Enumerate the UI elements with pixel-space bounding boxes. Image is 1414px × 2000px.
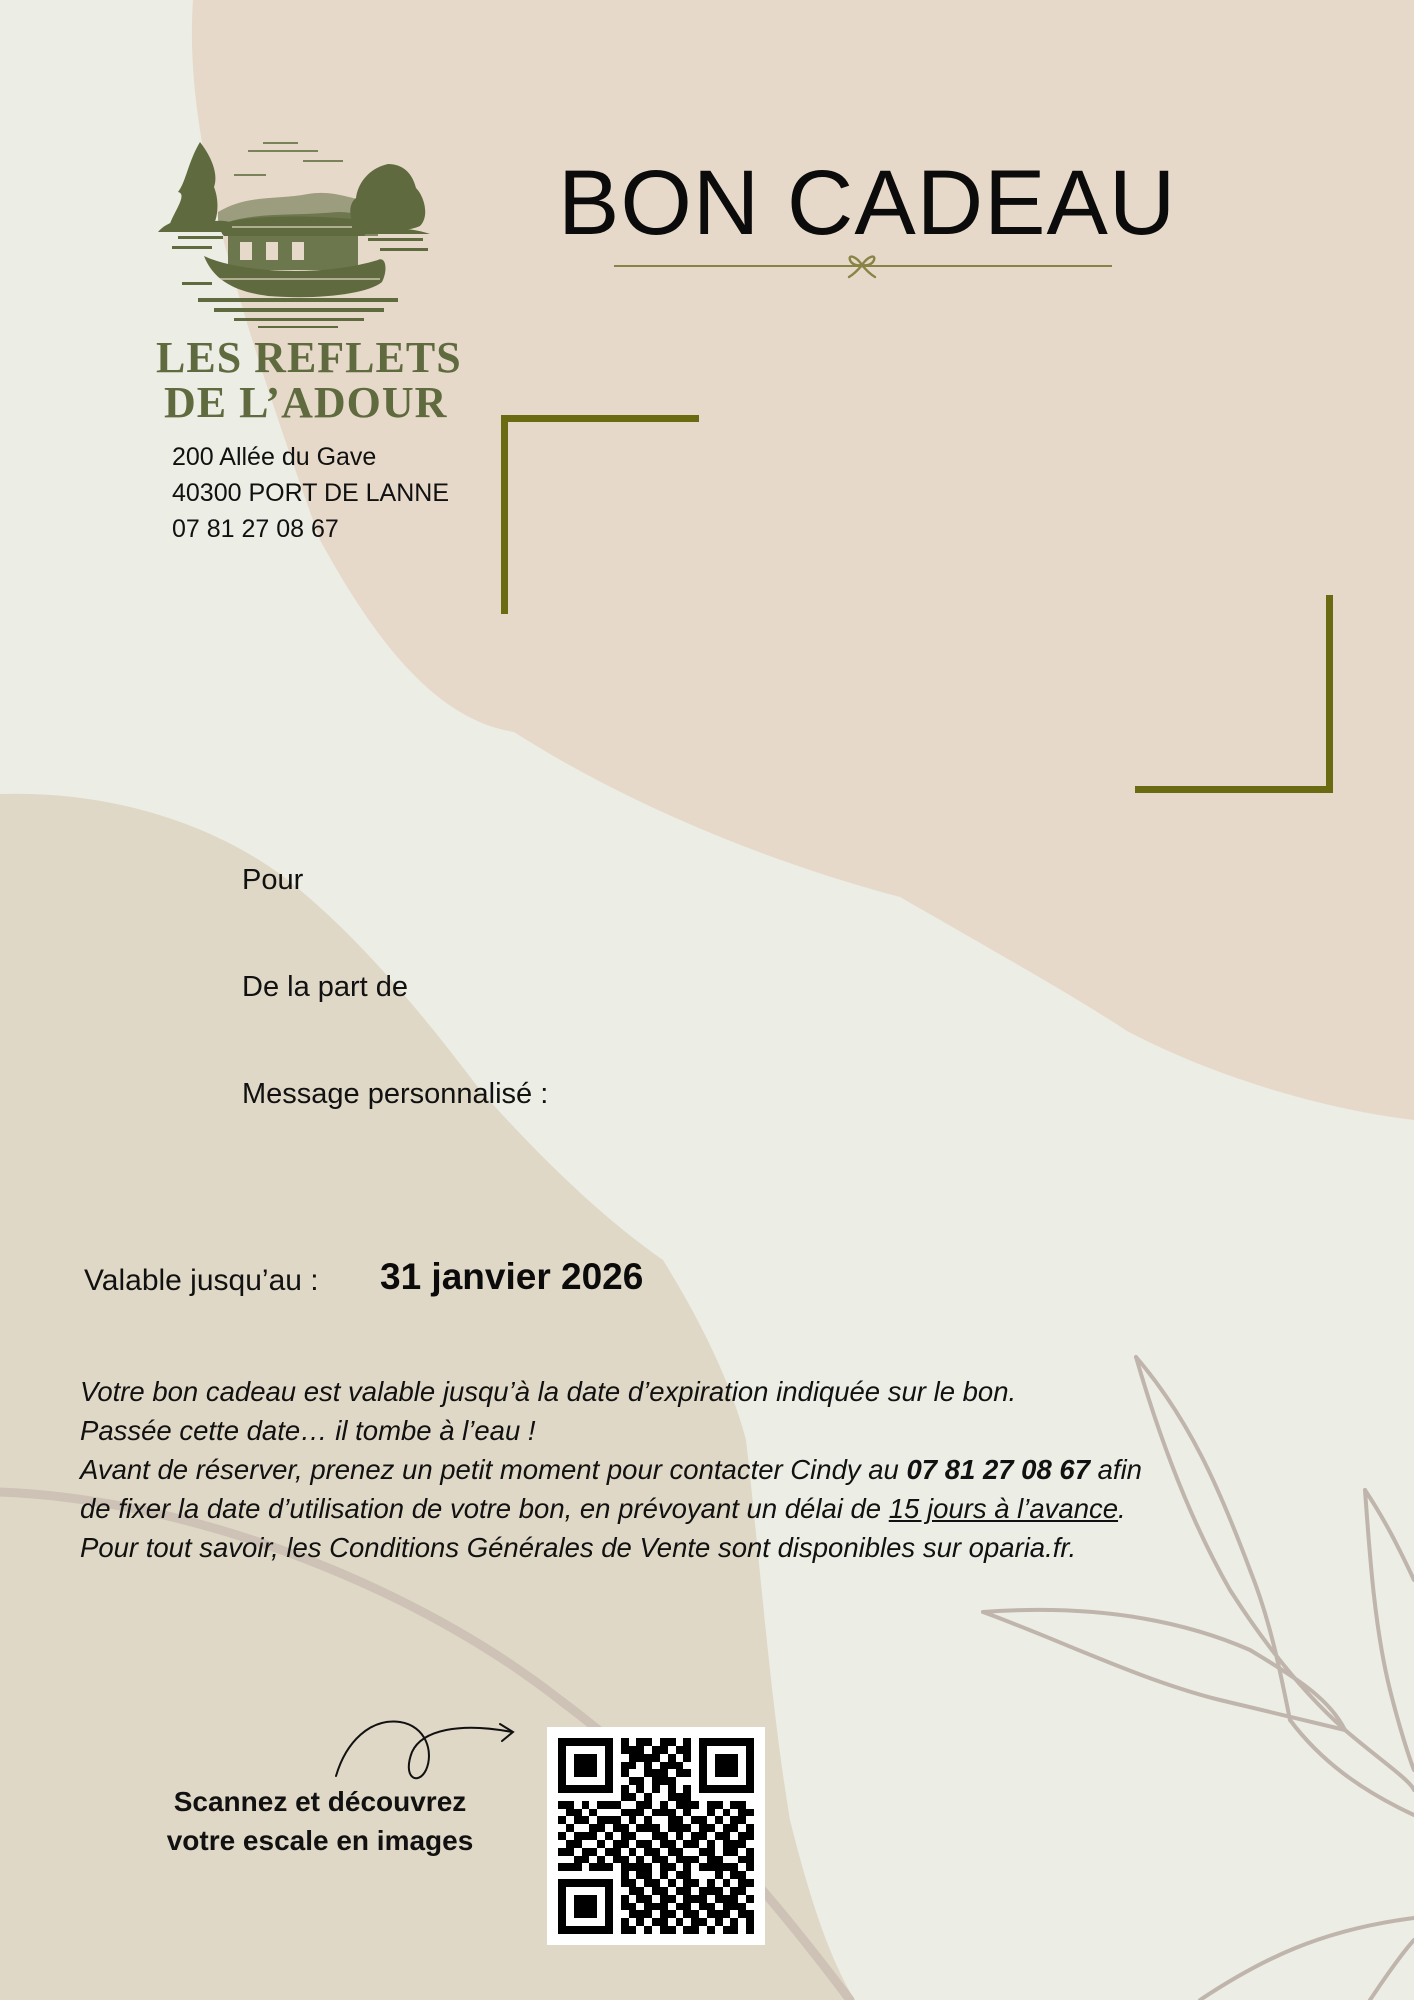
terms-line-5: Pour tout savoir, les Conditions Générales de Vente sont disponibles sur oparia.fr. xyxy=(80,1532,1077,1563)
frame-bracket-bottom-right-vertical xyxy=(1326,595,1333,793)
frame-bracket-bottom-right-horizontal xyxy=(1135,786,1333,793)
terms-line-3 xyxy=(80,1450,1400,1489)
scan-caption-line-2: votre escale en images xyxy=(166,1825,474,1856)
curly-arrow-icon xyxy=(330,1712,520,1780)
address-phone: 07 81 27 08 67 xyxy=(172,515,339,543)
terms-line-4 xyxy=(80,1489,1400,1528)
advance-notice: 15 jours à l’avance xyxy=(888,1493,1119,1524)
validity-date: 31 janvier 2026 xyxy=(380,1256,644,1297)
from-label: De la part de xyxy=(242,971,409,1003)
validity-label: Valable jusqu’au : xyxy=(84,1264,319,1297)
terms-paragraph xyxy=(80,1372,1400,1567)
terms-line-3-end: afin xyxy=(1090,1454,1142,1485)
contact-phone: 07 81 27 08 67 xyxy=(906,1454,1090,1485)
terms-line-2: Passée cette date… il tombe à l’eau ! xyxy=(80,1415,536,1446)
qr-code[interactable] xyxy=(547,1727,765,1945)
logo-name-line2: DE L’ADOUR xyxy=(164,378,448,427)
logo-name-line1: LES REFLETS xyxy=(156,333,462,382)
scan-caption xyxy=(130,1782,510,1860)
terms-line-4-end: . xyxy=(1118,1493,1126,1524)
terms-line-4-text: de fixer la date d’utilisation de votre bon, en prévoyant un délai de xyxy=(80,1493,889,1524)
terms-line-1: Votre bon cadeau est valable jusqu’à la date d’expiration indiquée sur le bon. xyxy=(80,1376,1017,1407)
page-title: BON CADEAU xyxy=(558,152,1177,254)
address-city: 40300 PORT DE LANNE xyxy=(172,479,449,507)
frame-bracket-top-left-vertical xyxy=(501,415,508,614)
address-street: 200 Allée du Gave xyxy=(172,443,377,471)
qr-code-modules xyxy=(558,1738,754,1934)
message-label: Message personnalisé : xyxy=(242,1078,549,1110)
houseboat-logo-icon xyxy=(158,132,434,330)
frame-bracket-top-left-horizontal xyxy=(501,415,699,422)
scan-caption-line-1: Scannez et découvrez xyxy=(173,1786,467,1817)
ribbon-bow-icon xyxy=(844,250,880,280)
terms-line-3-text: Avant de réserver, prenez un petit moment pour contacter Cindy au xyxy=(80,1454,907,1485)
for-label: Pour xyxy=(242,864,304,896)
